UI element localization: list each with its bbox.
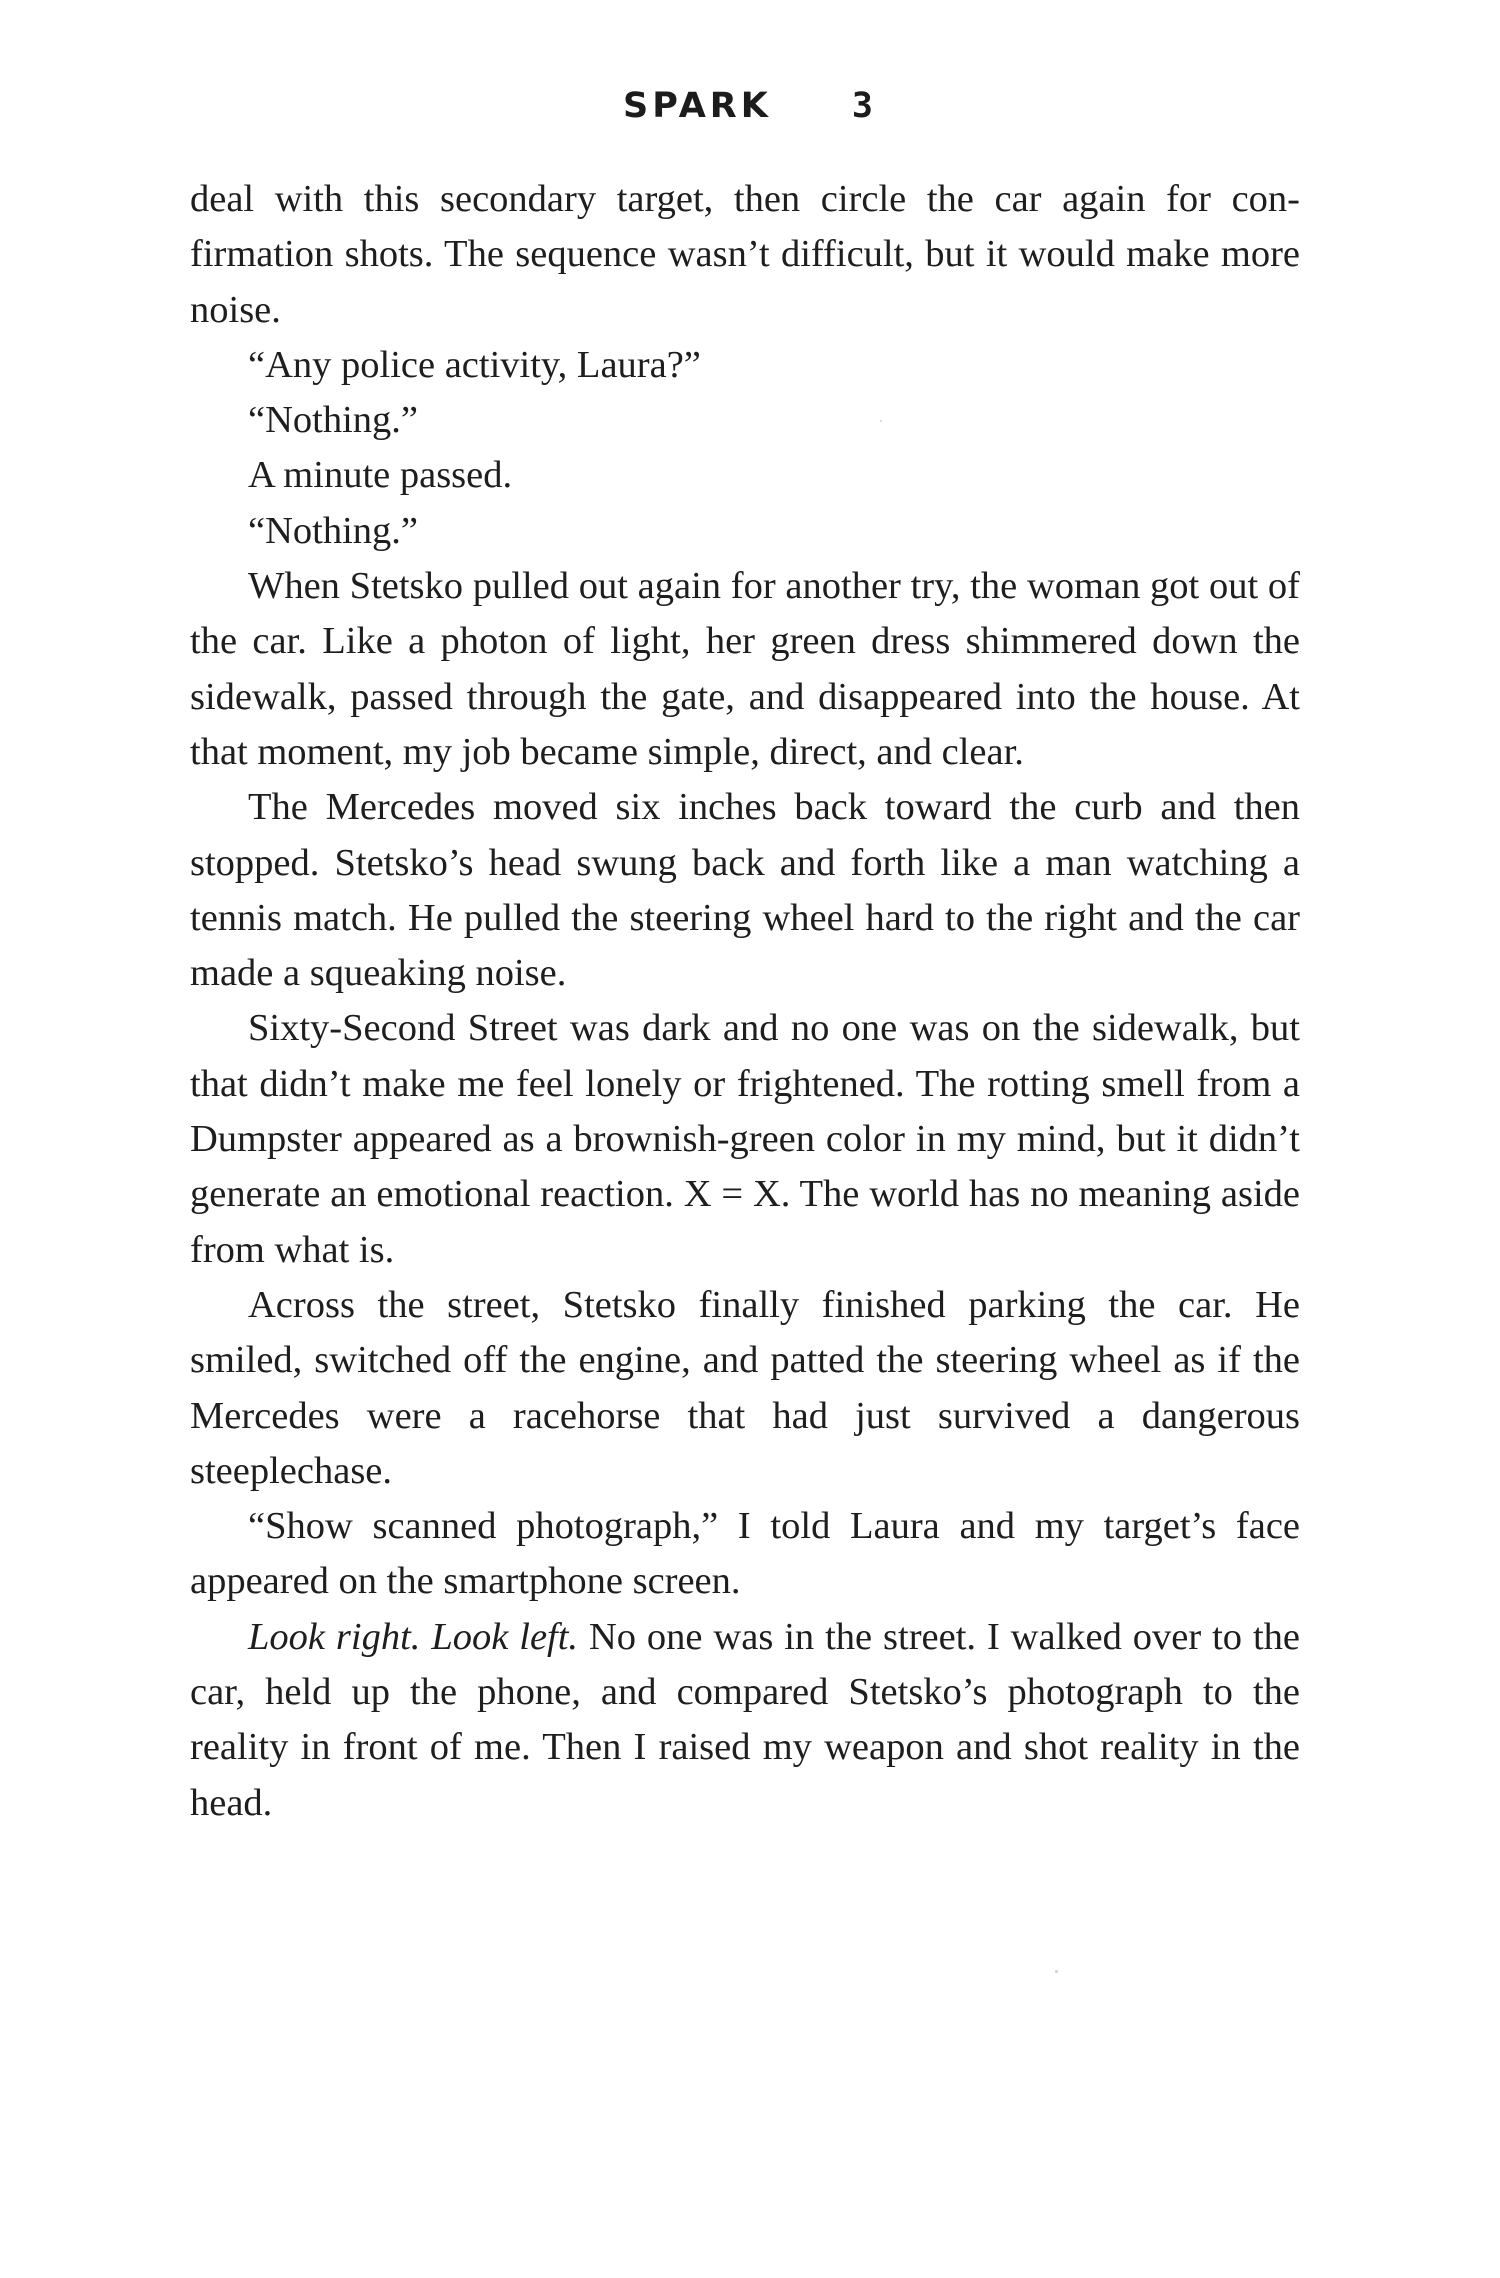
paragraph: deal with this secondary target, then circle the car again for confirmation shots. The sequence wasn’t difficult, but it would make more noise. xyxy=(190,178,1300,331)
running-head xyxy=(0,86,1500,126)
paragraph: “Any police activity, Laura?” xyxy=(248,343,701,386)
paragraph-text: No one was in the street. I walked over to the car, held up the phone, and compared Stetsko’s photograph to the reality in front of me. Then I raised my weapon and shot reality in the head. xyxy=(190,1615,1300,1824)
paragraph: “Nothing.” xyxy=(248,509,418,552)
book-title: SPARK xyxy=(623,86,772,126)
paragraph: Across the street, Stetsko finally finished parking the car. He smiled, switched off the engine, and patted the steering wheel as if the Mercedes were a racehorse that had just survived a dangerous steeplechase. xyxy=(190,1283,1300,1492)
paragraph: The Mercedes moved six inches back toward the curb and then stopped. Stetsko’s head swung back and forth like a man watching a tennis match. He pulled the steering wheel hard to the right and the car made a squeaking noise. xyxy=(190,786,1300,995)
paragraph: A minute passed. xyxy=(248,454,513,497)
page-number: 3 xyxy=(851,86,877,126)
scan-speck xyxy=(880,420,882,422)
italic-lead: Look right. Look left. xyxy=(248,1615,579,1658)
scan-speck xyxy=(1055,1970,1058,1973)
paragraph: “Nothing.” xyxy=(248,399,418,442)
body-text xyxy=(190,172,1300,1831)
paragraph xyxy=(190,1610,1300,1831)
paragraph: Sixty-Second Street was dark and no one was on the sidewalk, but that didn’t make me feel lonely or frightened. The rotting smell from a Dumpster appeared as a brownish-green color in my mind, but it didn’t generate an emotional reaction. X = X. The world has no meaning aside from what is. xyxy=(190,1007,1300,1271)
paragraph: “Show scanned photograph,” I told Laura and my target’s face appeared on the smartphone screen. xyxy=(190,1505,1300,1603)
paragraph: When Stetsko pulled out again for another try, the woman got out of the car. Like a photon of light, her green dress shimmered down the sidewalk, passed through the gate, and disappeared into the house. At that moment, my job became simple, direct, and clear. xyxy=(190,565,1300,773)
